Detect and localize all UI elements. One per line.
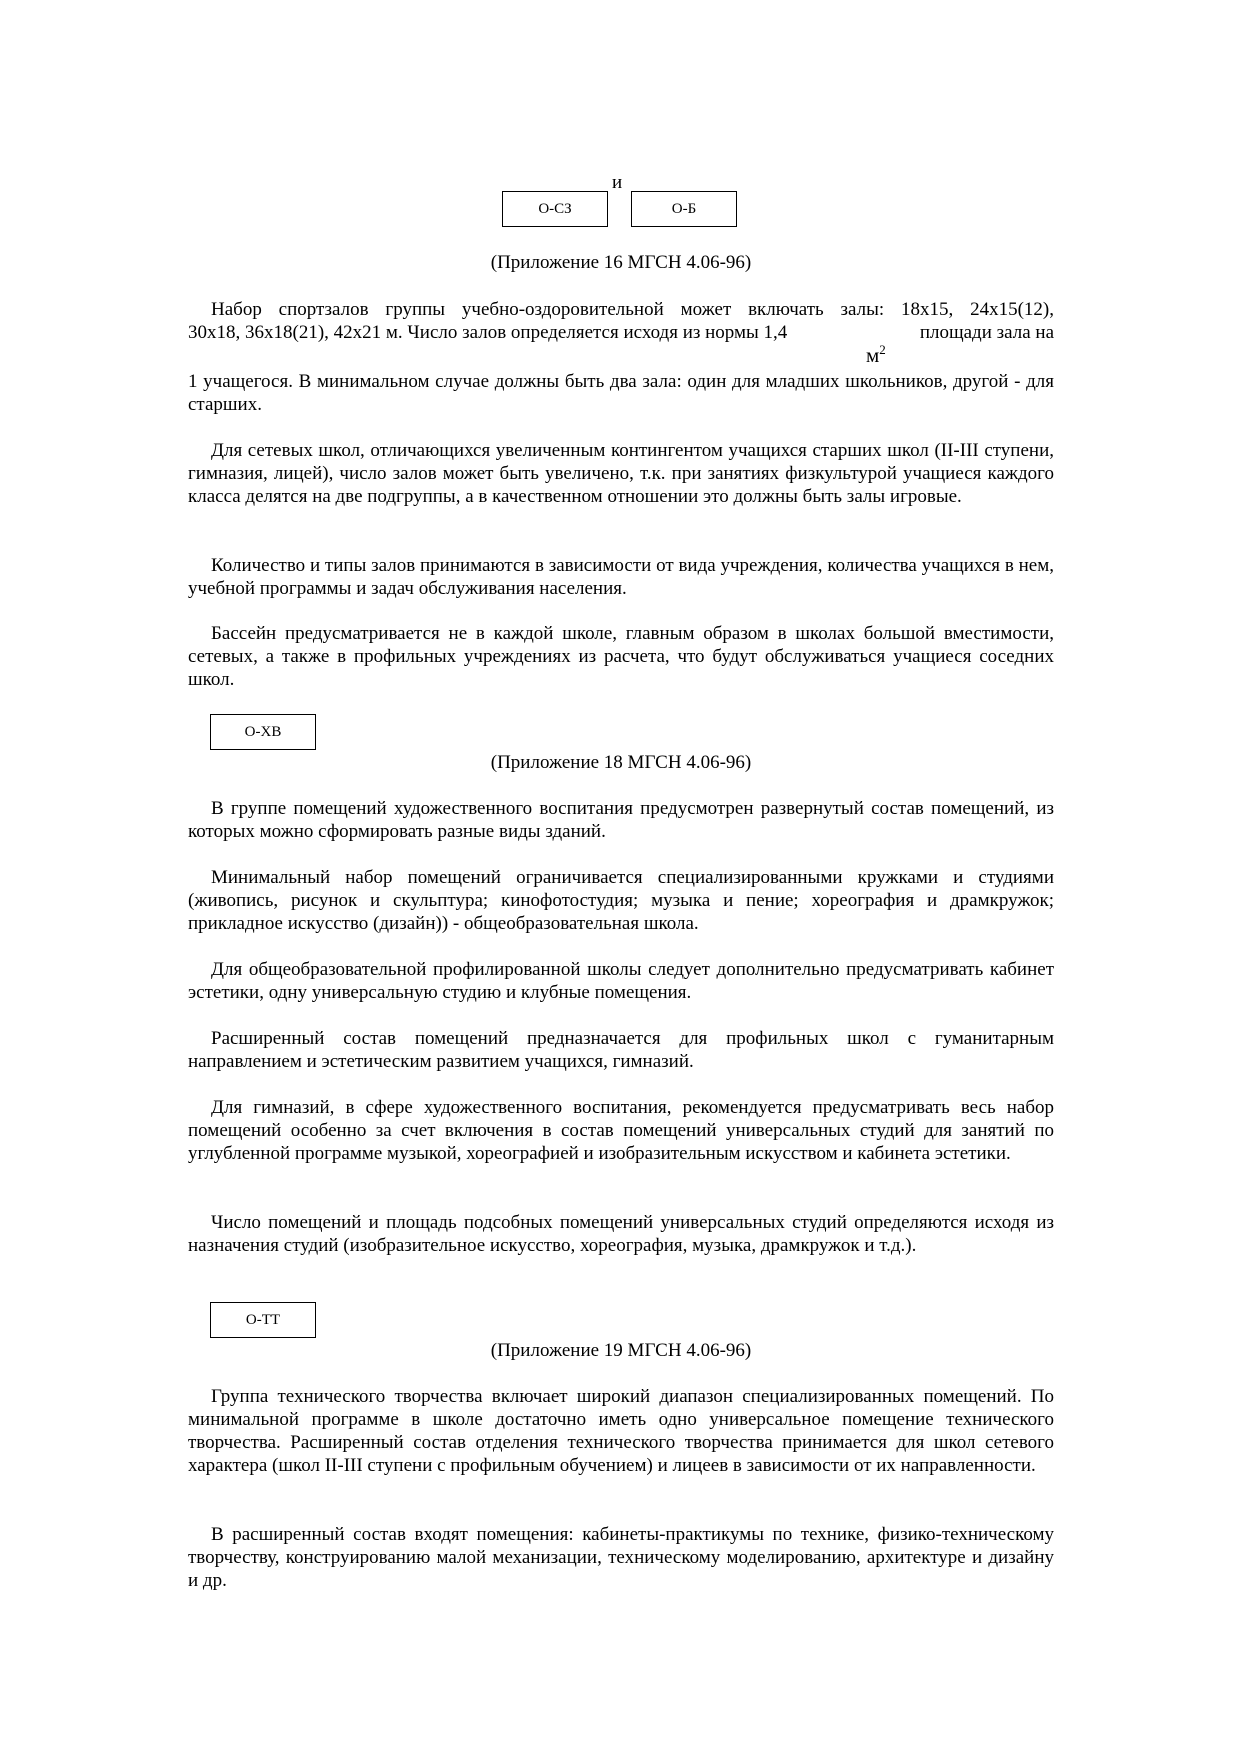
appendix-16-heading: (Приложение 16 МГСН 4.06-96) xyxy=(490,252,752,273)
sport-para-1-line-2-start: 30х18, 36х18(21), 42х21 м. Число залов определяется исходя из нормы 1,4 xyxy=(188,322,788,343)
code-box-ott: О-ТТ xyxy=(210,1302,316,1338)
code-box-oxb: О-ХВ xyxy=(210,714,316,750)
art-para-6: Число помещений и площадь подсобных помещений универсальных студий определяются исходя из назначения студий (изобразительное искусство, хореография, музыка, драмкружок и т.д.). xyxy=(188,1212,1054,1256)
sport-para-1-line-1: Набор спортзалов группы учебно-оздоровительной может включать залы: 18х15, 24х15(12), xyxy=(211,299,1054,320)
sport-para-3: Количество и типы залов принимаются в зависимости от вида учреждения, количества учащихся в нем, учебной программы и задач обслуживания населения. xyxy=(188,555,1054,599)
tech-para-1: Группа технического творчества включает широкий диапазон специализированных помещений. По минимальной программе в школе достаточно иметь одно универсальное помещение технического творчества. Расширенный состав отделения технического творчества принимается для школ сетевого характера (школ II-III ступени с профильным обучением) и лицеев в зависимости от их направленности. xyxy=(188,1386,1054,1476)
art-para-2: Минимальный набор помещений ограничивается специализированными кружками и студиями (живопись, рисунок и скульптура; кинофотостудия; музыка и пение; хореография и драмкружок; прикладное искусство (дизайн)) - общеобразовательная школа. xyxy=(188,867,1054,934)
code-box-oc3: О-СЗ xyxy=(502,191,608,227)
appendix-18-heading: (Приложение 18 МГСН 4.06-96) xyxy=(490,752,752,773)
art-para-1: В группе помещений художественного воспитания предусмотрен развернутый состав помещений, из которых можно сформировать разные виды зданий. xyxy=(188,798,1054,842)
conjunction-text: и xyxy=(612,172,623,193)
art-para-4: Расширенный состав помещений предназначается для профильных школ с гуманитарным направлением и эстетическим развитием учащихся, гимназий. xyxy=(188,1028,1054,1072)
sport-para-1-continued: 1 учащегося. В минимальном случае должны быть два зала: один для младших школьников, другой - для старших. xyxy=(188,371,1054,415)
art-para-3: Для общеобразовательной профилированной школы следует дополнительно предусматривать кабинет эстетики, одну универсальную студию и клубные помещения. xyxy=(188,959,1054,1003)
appendix-19-heading: (Приложение 19 МГСН 4.06-96) xyxy=(490,1340,752,1361)
sport-para-4: Бассейн предусматривается не в каждой школе, главным образом в школах большой вместимости, сетевых, а также в профильных учреждениях из расчета, что будут обслуживаться учащиеся соседних школ. xyxy=(188,623,1054,690)
sport-para-2: Для сетевых школ, отличающихся увеличенным контингентом учащихся старших школ (II-III ступени, гимназия, лицей), число залов может быть увеличено, т.к. при занятиях физкультурой учащиеся каждого класса делятся на две подгруппы, а в качественном отношении это должны быть залы игровые. xyxy=(188,440,1054,507)
unit-exponent: 2 xyxy=(879,342,886,357)
code-box-ob: О-Б xyxy=(631,191,737,227)
square-meter-unit xyxy=(866,342,886,368)
unit-base: м xyxy=(866,343,880,367)
tech-para-2: В расширенный состав входят помещения: кабинеты-практикумы по технике, физико-техническому творчеству, конструированию малой механизации, техническому моделированию, архитектуре и дизайну и др. xyxy=(188,1524,1054,1591)
art-para-5: Для гимназий, в сфере художественного воспитания, рекомендуется предусматривать весь набор помещений особенно за счет включения в состав помещений универсальных студий для занятий по углубленной программе музыкой, хореографией и изобразительным искусством и кабинета эстетики. xyxy=(188,1097,1054,1164)
sport-para-1-line-2-end: площади зала на xyxy=(919,322,1054,343)
